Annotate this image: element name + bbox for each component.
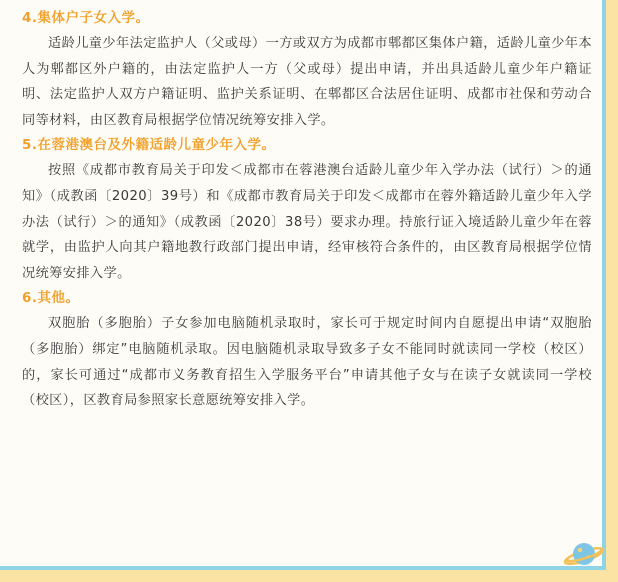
planet-icon <box>562 538 606 570</box>
article-content <box>22 6 592 414</box>
section-6-body: 双胞胎（多胞胎）子女参加电脑随机录取时，家长可于规定时间内自愿提出申请“双胞胎（多胞胎）绑定”电脑随机录取。因电脑随机录取导致多子女不能同时就读同一学校（校区）的，家长可通过“成都市义务教育招生入学服务平台”申请其他子女与在读子女就读同一学校（校区），区教育局参照家长意愿统筹安排入学。 <box>22 316 592 409</box>
bottom-accent-band <box>0 570 618 582</box>
section-4-body: 适龄儿童少年法定监护人（父或母）一方或双方为成都市郫都区集体户籍，适龄儿童少年本人为郫都区外户籍的，由法定监护人一方（父或母）提出申请，并出具适龄儿童少年户籍证明、法定监护人双方户籍证明、监护关系证明、在郫都区合法居住证明、成都市社保和劳动合同等材料，由区教育局根据学位情况统筹安排入学。 <box>22 36 592 128</box>
section-6-heading: 6.其他。 <box>22 290 80 307</box>
section-5-heading: 5.在蓉港澳台及外籍适龄儿童少年入学。 <box>22 137 276 154</box>
section-4-heading: 4.集体户子女入学。 <box>22 10 150 26</box>
right-accent-band <box>606 0 618 582</box>
section-5-body: 按照《成都市教育局关于印发＜成都市在蓉港澳台适龄儿童少年入学办法（试行）＞的通知》（成教函〔2020〕39号）和《成都市教育局关于印发＜成都市在蓉外籍适龄儿童少年入学办法（试行）＞的通知》（成教函〔2020〕38号）要求办理。持旅行证入境适龄儿童少年在蓉就学，由监护人向其户籍地教行政部门提出申请，经审核符合条件的，由区教育局根据学位情况统筹安排入学。 <box>22 163 592 281</box>
